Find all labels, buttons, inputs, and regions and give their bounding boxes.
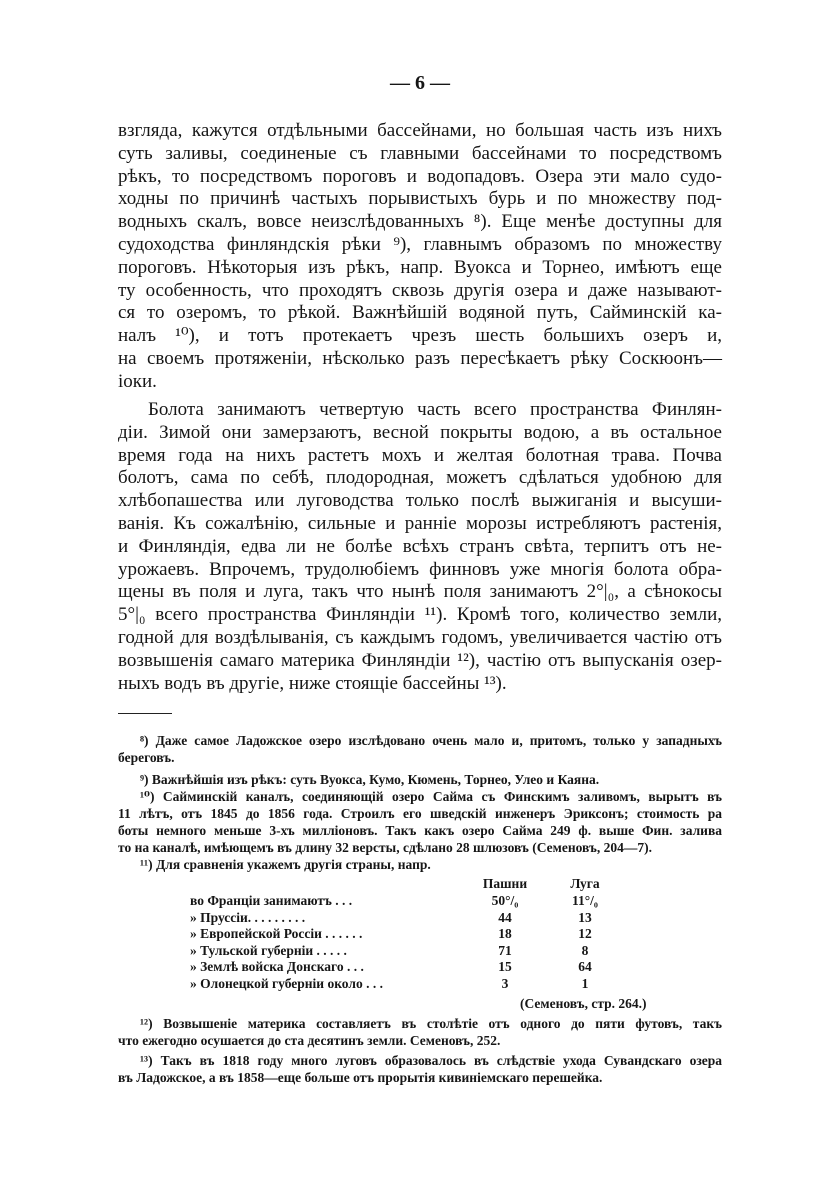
cell-luga: 8: [581, 942, 589, 958]
row-label: » Тульской губерніи . . . . .: [190, 942, 347, 958]
text-line: болотъ, сама по себѣ, плодородная, можетъ сдѣлаться удобною для: [118, 467, 722, 489]
text-line: годной для воздѣлыванія, съ каждымъ годомъ, увеличивается частію отъ: [118, 627, 722, 648]
text-line: Болота занимаютъ четвертую часть всего пространства Финлян-: [148, 399, 722, 420]
footnote-divider: [118, 713, 172, 714]
cell-luga: 12: [578, 926, 592, 941]
footnote-12-line: что ежегодно осушается до ста десятинъ земли. Семеновъ, 252.: [118, 1033, 501, 1048]
footnote-13-line: въ Ладожское, а въ 1858—еще больше отъ прорытія кивиніемскаго перешейка.: [118, 1070, 603, 1085]
text-line: ходны по причинѣ частыхъ порывистыхъ бурь и по множеству под-: [118, 188, 722, 210]
text-line: водныхъ скалъ, вовсе неизслѣдованныхъ ⁸). Еще менѣе доступны для: [118, 211, 722, 233]
footnote-12-line: ¹²) Возвышеніе материка составляетъ въ столѣтіе отъ одного до пяти футовъ, такъ: [140, 1016, 722, 1031]
cell-luga: 1: [581, 975, 589, 991]
text-line: ся то озеромъ, то рѣкой. Важнѣйшій водяной путь, Сайминскій ка-: [118, 302, 722, 324]
cell-pashni: 50°/₀: [491, 893, 519, 908]
footnote-9-line: ⁹) Важнѣйшія изъ рѣкъ: суть Вуокса, Кумо, Кюмень, Торнео, Улео и Каяна.: [140, 772, 600, 787]
cell-pashni: 15: [498, 959, 512, 974]
header-pashni: Пашни: [482, 876, 528, 891]
cell-luga: 13: [578, 909, 592, 925]
header-luga: Луга: [570, 876, 600, 891]
text-line: время года на нихъ растетъ мохъ и желтая болотная трава. Почва: [118, 444, 722, 466]
cell-pashni: 71: [498, 942, 512, 958]
page-number: — 6 —: [390, 72, 450, 94]
text-line: возвышенія самаго материка Финляндіи ¹²), частію отъ выпусканія озер-: [118, 649, 722, 671]
text-line: 5°|₀ всего пространства Финляндіи ¹¹). Кромѣ того, количество земли,: [118, 604, 722, 626]
text-line: хлѣбопашества или луговодства только послѣ выжиганія и высуши-: [118, 490, 722, 512]
footnote-10-line: 11 лѣтъ, отъ 1845 до 1856 года. Строилъ его шведскій инженеръ Эриксонъ; стоимость ра: [118, 806, 722, 821]
footnote-11-line: ¹¹) Для сравненія укажемъ другія страны, напр.: [140, 857, 431, 872]
text-line: суть заливы, соединеные съ главными бассейнами то посредствомъ: [118, 142, 722, 164]
footnote-10-line: то на каналѣ, имѣющемъ въ длину 32 версты, сдѣлано 28 шлюзовъ (Семеновъ, 204—7).: [118, 840, 652, 855]
text-line: ту особенность, что проходятъ сквозь другія озера и даже называют-: [118, 279, 722, 301]
text-line: діи. Зимой они замерзаютъ, весной покрыты водою, а въ остальное: [118, 421, 722, 443]
text-line: налъ ¹⁰), и тотъ протекаетъ чрезъ шесть большихъ озеръ и,: [118, 325, 722, 347]
row-label: » Пруссіи. . . . . . . . .: [190, 909, 306, 925]
text-line: и Финляндія, едва ли не болѣе всѣхъ странъ свѣта, терпитъ отъ не-: [118, 535, 722, 557]
cell-pashni: 44: [498, 909, 512, 925]
text-line: взгляда, кажутся отдѣльными бассейнами, но большая часть изъ нихъ: [118, 120, 722, 141]
text-line: ныхъ водъ въ другіе, ниже стоящіе бассейны ¹³).: [118, 672, 507, 694]
text-line: ванія. Къ сожалѣнію, сильные и ранніе морозы истребляютъ растенія,: [118, 513, 722, 534]
text-line: на своемъ протяженіи, нѣсколько разъ пересѣкаетъ рѣку Соскюонъ—: [118, 348, 722, 369]
footnote-10-line: боты немного меньше 3-хъ милліоновъ. Такъ какъ озеро Сайма 249 ф. выше Фин. залива: [118, 823, 722, 838]
row-label: » Олонецкой губерніи около . . .: [190, 975, 383, 991]
row-label: » Землѣ войска Донскаго . . .: [190, 959, 364, 974]
cell-luga: 11°/₀: [572, 893, 598, 908]
text-line: щены въ поля и луга, такъ что нынѣ поля занимаютъ 2°|₀, а сѣнокосы: [118, 581, 722, 603]
text-line: судоходства финляндскія рѣки ⁹), главнымъ образомъ по множеству: [118, 234, 722, 255]
footnote-10-line: ¹⁰) Сайминскій каналъ, соединяющій озеро Сайма съ Финскимъ заливомъ, вырытъ въ: [140, 789, 722, 804]
row-label: » Европейской Россіи . . . . . .: [190, 926, 363, 941]
cell-pashni: 18: [498, 926, 512, 941]
text-line: рѣкъ, то посредствомъ пороговъ и водопадовъ. Озера эти мало судо-: [118, 165, 722, 187]
footnote-8-line: береговъ.: [118, 750, 175, 765]
text-line: урожаевъ. Впрочемъ, трудолюбіемъ финновъ уже многія болота обра-: [118, 558, 722, 580]
footnote-13-line: ¹³) Такъ въ 1818 году много луговъ образовалось въ слѣдствіе ухода Сувандскаго озера: [140, 1053, 722, 1068]
row-label: во Франціи занимаютъ . . .: [190, 893, 353, 908]
footnote-8-line: ⁸) Даже самое Ладожское озеро изслѣдовано очень мало и, притомъ, только у западныхъ: [140, 733, 722, 748]
text-line: пороговъ. Нѣкоторыя изъ рѣкъ, напр. Вуокса и Торнео, имѣютъ еще: [118, 256, 722, 278]
table-source: (Семеновъ, стр. 264.): [520, 996, 647, 1011]
cell-pashni: 3: [501, 975, 509, 991]
text-line: іоки.: [118, 370, 157, 392]
cell-luga: 64: [578, 959, 592, 974]
